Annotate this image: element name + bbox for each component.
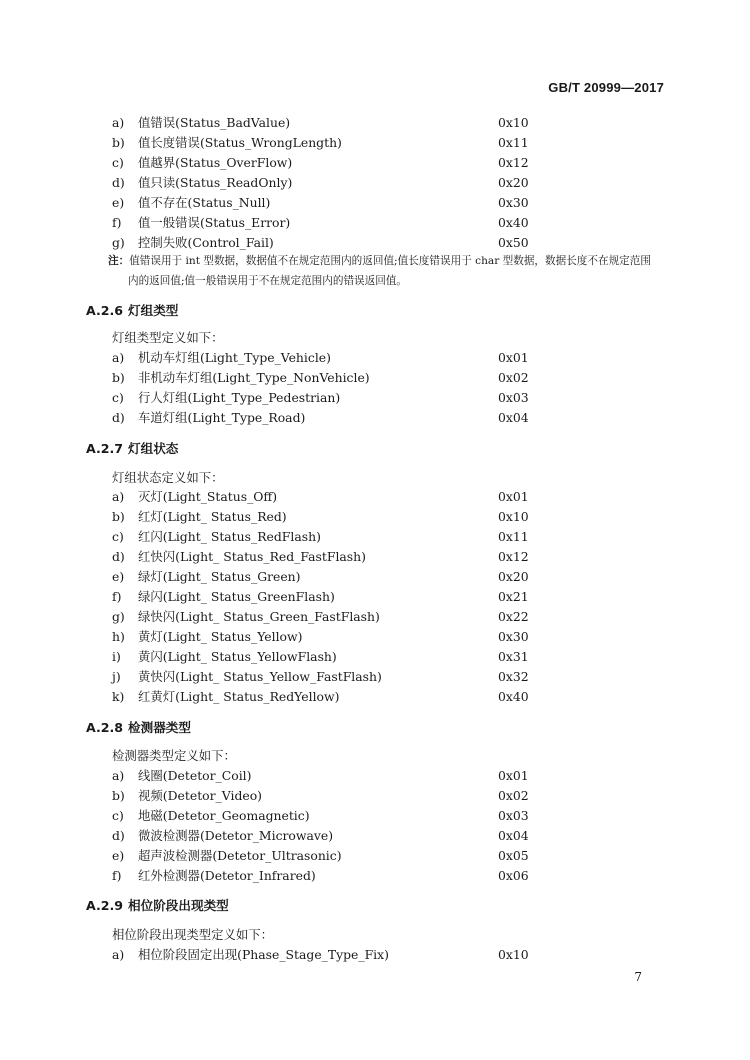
item-text: 值错误(Status_BadValue): [138, 115, 291, 130]
item-code: 0x20: [498, 569, 529, 584]
item-code: 0x04: [498, 828, 529, 843]
list-item: [0, 667, 750, 687]
item-label: f): [112, 589, 122, 604]
section-heading: [86, 300, 178, 322]
item-text: 行人灯组(Light_Type_Pedestrian): [138, 390, 341, 405]
section-intro: 灯组状态定义如下：: [112, 470, 224, 485]
item-label: b): [112, 135, 125, 150]
note-line-2: 内的返回值;值一般错误用于不在规定范围内的错误返回值。: [128, 275, 408, 287]
item-code: 0x32: [498, 669, 529, 684]
list-item: [0, 627, 750, 647]
list-item: [0, 846, 750, 866]
item-label: d): [112, 549, 125, 564]
list-item: [0, 527, 750, 547]
section-heading: [86, 717, 191, 739]
section-intro: 检测器类型定义如下：: [112, 748, 236, 763]
item-code: 0x40: [498, 215, 529, 230]
item-text: 绿闪(Light_ Status_GreenFlash): [138, 589, 335, 604]
item-label: c): [112, 390, 124, 405]
section-intro: 灯组类型定义如下：: [112, 330, 224, 345]
list-item: [0, 507, 750, 527]
item-text: 微波检测器(Detetor_Microwave): [138, 828, 334, 843]
list-item: [0, 348, 750, 368]
item-text: 超声波检测器(Detetor_Ultrasonic): [138, 848, 342, 863]
item-text: 黄快闪(Light_ Status_Yellow_FastFlash): [138, 669, 382, 684]
item-code: 0x40: [498, 689, 529, 704]
list-item: [0, 547, 750, 567]
list-item: [0, 866, 750, 886]
item-label: f): [112, 868, 122, 883]
note: [108, 251, 668, 291]
item-text: 机动车灯组(Light_Type_Vehicle): [138, 350, 331, 365]
item-label: e): [112, 195, 125, 210]
item-text: 灭灯(Light_Status_Off): [138, 489, 278, 504]
item-label: e): [112, 569, 125, 584]
item-label: a): [112, 947, 125, 962]
item-code: 0x10: [498, 509, 529, 524]
item-text: 红快闪(Light_ Status_Red_FastFlash): [138, 549, 366, 564]
list-item: [0, 687, 750, 707]
list-item: [0, 193, 750, 213]
section-title: 相位阶段出现类型: [128, 898, 229, 913]
list-item: [0, 607, 750, 627]
item-code: 0x11: [498, 529, 529, 544]
list-item: [0, 113, 750, 133]
item-text: 值长度错误(Status_WrongLength): [138, 135, 342, 150]
item-code: 0x06: [498, 868, 529, 883]
section-number: A.2.9: [86, 898, 124, 913]
list-item: [0, 647, 750, 667]
section-title: 灯组状态: [128, 441, 179, 456]
list-item: [0, 587, 750, 607]
item-text: 红外检测器(Detetor_Infrared): [138, 868, 316, 883]
section-heading: [86, 895, 229, 917]
section-title: 检测器类型: [128, 720, 191, 735]
item-label: c): [112, 808, 124, 823]
item-label: h): [112, 629, 125, 644]
item-label: a): [112, 115, 125, 130]
item-text: 红闪(Light_ Status_RedFlash): [138, 529, 321, 544]
item-label: c): [112, 155, 124, 170]
item-label: d): [112, 410, 125, 425]
item-text: 值只读(Status_ReadOnly): [138, 175, 293, 190]
list-item: [0, 786, 750, 806]
item-code: 0x10: [498, 947, 529, 962]
item-label: b): [112, 509, 125, 524]
item-code: 0x31: [498, 649, 529, 664]
note-label: 注：: [108, 255, 130, 267]
item-label: a): [112, 350, 125, 365]
item-label: c): [112, 529, 124, 544]
item-label: a): [112, 768, 125, 783]
item-text: 绿快闪(Light_ Status_Green_FastFlash): [138, 609, 380, 624]
item-text: 红灯(Light_ Status_Red): [138, 509, 287, 524]
list-item: [0, 153, 750, 173]
item-code: 0x01: [498, 768, 529, 783]
item-text: 黄闪(Light_ Status_YellowFlash): [138, 649, 337, 664]
item-label: b): [112, 788, 125, 803]
item-label: g): [112, 609, 125, 624]
section-number: A.2.8: [86, 720, 124, 735]
list-item: [0, 567, 750, 587]
list-item: [0, 806, 750, 826]
item-text: 值不存在(Status_Null): [138, 195, 271, 210]
standard-code: GB/T 20999—2017: [548, 80, 664, 95]
section-intro: 相位阶段出现类型定义如下：: [112, 927, 274, 942]
item-label: d): [112, 175, 125, 190]
item-label: g): [112, 235, 125, 250]
item-code: 0x02: [498, 788, 529, 803]
item-label: i): [112, 649, 121, 664]
list-item: [0, 388, 750, 408]
section-number: A.2.7: [86, 441, 124, 456]
item-text: 地磁(Detetor_Geomagnetic): [138, 808, 310, 823]
item-label: f): [112, 215, 122, 230]
item-code: 0x12: [498, 155, 529, 170]
item-text: 非机动车灯组(Light_Type_NonVehicle): [138, 370, 370, 385]
item-text: 车道灯组(Light_Type_Road): [138, 410, 306, 425]
item-code: 0x21: [498, 589, 529, 604]
item-code: 0x05: [498, 848, 529, 863]
item-text: 绿灯(Light_ Status_Green): [138, 569, 301, 584]
item-label: b): [112, 370, 125, 385]
item-code: 0x01: [498, 350, 529, 365]
item-label: j): [112, 669, 121, 684]
item-label: e): [112, 848, 125, 863]
section-heading: [86, 438, 178, 460]
item-code: 0x11: [498, 135, 529, 150]
item-code: 0x10: [498, 115, 529, 130]
list-item: [0, 368, 750, 388]
item-code: 0x22: [498, 609, 529, 624]
item-code: 0x01: [498, 489, 529, 504]
list-item: [0, 826, 750, 846]
section-title: 灯组类型: [128, 303, 179, 318]
list-item: [0, 213, 750, 233]
item-code: 0x03: [498, 390, 529, 405]
item-text: 值越界(Status_OverFlow): [138, 155, 293, 170]
list-item: [0, 408, 750, 428]
list-item: [0, 133, 750, 153]
item-code: 0x04: [498, 410, 529, 425]
item-label: d): [112, 828, 125, 843]
section-number: A.2.6: [86, 303, 124, 318]
list-item: [0, 487, 750, 507]
item-text: 线圈(Detetor_Coil): [138, 768, 252, 783]
item-code: 0x12: [498, 549, 529, 564]
item-code: 0x03: [498, 808, 529, 823]
item-code: 0x20: [498, 175, 529, 190]
list-item: [0, 173, 750, 193]
list-item: [0, 945, 750, 965]
item-label: k): [112, 689, 125, 704]
item-text: 黄灯(Light_ Status_Yellow): [138, 629, 303, 644]
item-code: 0x30: [498, 195, 529, 210]
item-label: a): [112, 489, 125, 504]
item-code: 0x50: [498, 235, 529, 250]
item-text: 红黄灯(Light_ Status_RedYellow): [138, 689, 340, 704]
page-number: 7: [634, 970, 642, 984]
list-item: [0, 766, 750, 786]
list-item: [0, 233, 750, 253]
item-text: 控制失败(Control_Fail): [138, 235, 274, 250]
item-code: 0x02: [498, 370, 529, 385]
item-text: 视频(Detetor_Video): [138, 788, 263, 803]
item-code: 0x30: [498, 629, 529, 644]
item-text: 相位阶段固定出现(Phase_Stage_Type_Fix): [138, 947, 389, 962]
item-text: 值一般错误(Status_Error): [138, 215, 291, 230]
note-line-1: 值错误用于 int 型数据，数据值不在规定范围内的返回值;值长度错误用于 char 型数据，数据长度不在规定范围: [129, 255, 651, 267]
